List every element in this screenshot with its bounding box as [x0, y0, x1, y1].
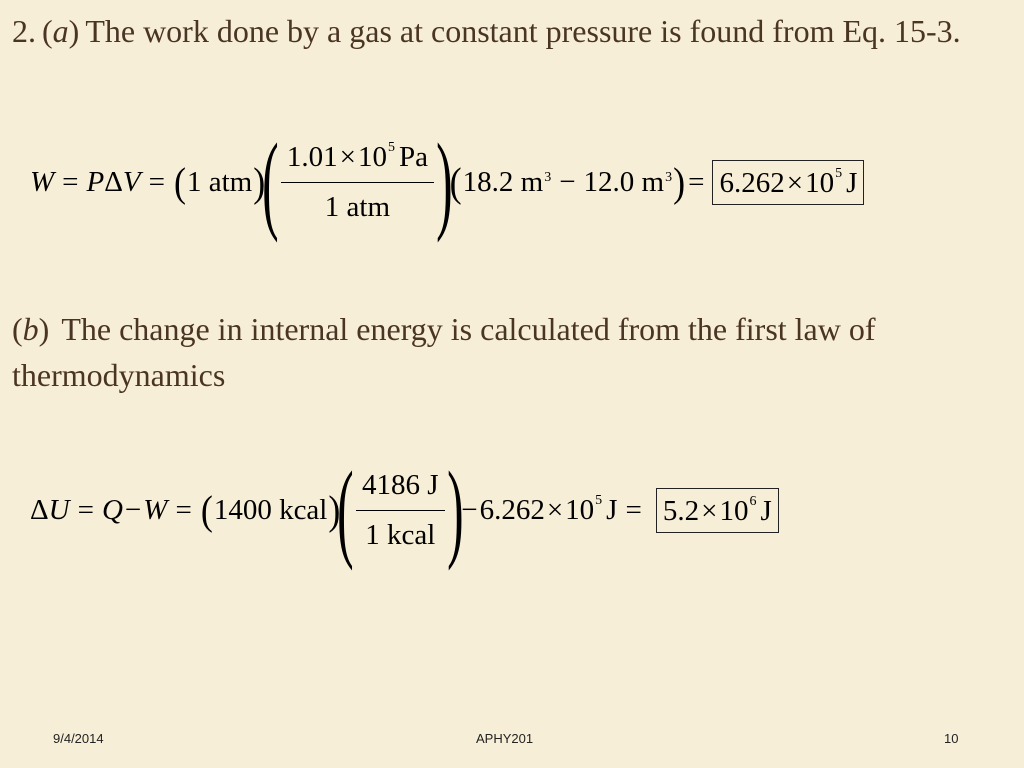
- footer-date: 9/4/2014: [53, 731, 104, 746]
- eq1-conversion-fraction: [281, 141, 434, 224]
- eq1-num-unit: Pa: [398, 140, 428, 173]
- eq1-volume-final-exp: 3: [544, 170, 552, 185]
- eq2-fraction-numerator: 4186 J: [356, 469, 445, 511]
- part-b-label-close: ): [38, 311, 50, 347]
- eq2-work-mantissa: 6.262: [479, 493, 545, 526]
- eq1-delta-symbol: Δ: [104, 165, 123, 198]
- eq1-equals-3: =: [688, 165, 705, 198]
- eq2-result-unit: J: [760, 494, 772, 527]
- part-b-label-open: (: [12, 311, 23, 347]
- part-b-statement: [12, 306, 1012, 398]
- eq2-result-box: [656, 488, 779, 533]
- eq1-volume-initial: 12.0 m: [583, 165, 665, 198]
- eq2-result-ten: 10: [719, 494, 749, 527]
- work-equation: [30, 121, 864, 243]
- eq2-equals-3: =: [625, 493, 642, 526]
- internal-energy-equation: [30, 449, 779, 571]
- eq1-result-times: ×: [786, 166, 804, 199]
- eq2-equals-2: =: [175, 493, 192, 526]
- eq2-result-times: ×: [701, 494, 718, 527]
- eq2-work-ten: 10: [565, 493, 595, 526]
- eq2-paren-close: ): [328, 487, 341, 533]
- footer-page-number: 10: [944, 731, 959, 746]
- part-b-text: The change in internal energy is calculated from the first law of thermodynamics: [12, 311, 876, 393]
- eq2-bigparen-open: (: [337, 449, 354, 571]
- eq2-minus-2: −: [461, 493, 478, 526]
- eq1-bigparen-close: ): [436, 121, 453, 243]
- eq1-num-ten: 10: [357, 140, 387, 173]
- eq2-fraction-denominator: 1 kcal: [365, 518, 436, 551]
- eq1-result-mantissa: 6.262: [719, 166, 785, 199]
- eq2-bigparen-close: ): [446, 449, 464, 571]
- eq2-paren-open: (: [200, 487, 213, 533]
- eq1-num-mantissa: 1.01: [286, 140, 338, 173]
- eq1-paren-open-2: (: [449, 159, 462, 205]
- eq1-num-times: ×: [339, 140, 356, 173]
- eq2-work-unit: J: [606, 493, 618, 526]
- eq2-delta-symbol: Δ: [30, 493, 49, 526]
- eq2-work-exponent: 5: [595, 492, 603, 508]
- eq2-u-symbol: U: [48, 493, 70, 526]
- eq1-result-unit: J: [846, 166, 858, 199]
- eq1-volume-final: 18.2 m: [462, 165, 544, 198]
- eq2-heat: 1400 kcal: [213, 493, 328, 526]
- eq1-bigparen-open: (: [262, 121, 279, 243]
- eq1-fraction-numerator: [281, 141, 434, 183]
- eq1-result-ten: 10: [805, 166, 835, 199]
- eq1-p-symbol: P: [86, 165, 105, 198]
- eq1-result-box: [712, 160, 864, 205]
- eq2-w-symbol: W: [143, 493, 168, 526]
- part-a-label: a: [52, 13, 69, 49]
- eq1-volume-initial-exp: 3: [665, 170, 673, 185]
- eq2-result-exponent: 6: [749, 493, 757, 509]
- eq1-equals-1: =: [62, 165, 79, 198]
- part-a-statement: [12, 8, 1012, 54]
- eq1-paren-close-2: ): [673, 159, 686, 205]
- part-a-label-open: (: [42, 13, 53, 49]
- problem-number: 2.: [12, 13, 36, 49]
- eq1-paren-close-1: ): [253, 159, 266, 205]
- part-a-text: The work done by a gas at constant pressure is found from Eq. 15-3.: [85, 13, 961, 49]
- eq2-minus-1: −: [124, 493, 142, 526]
- part-b-label: b: [22, 311, 39, 347]
- eq1-w-symbol: W: [30, 165, 55, 198]
- eq2-result-mantissa: 5.2: [662, 494, 700, 527]
- part-a-label-close: ): [68, 13, 80, 49]
- eq2-equals-1: =: [77, 493, 94, 526]
- eq1-equals-2: =: [148, 165, 165, 198]
- eq2-work-times: ×: [546, 493, 564, 526]
- eq2-conversion-fraction: [356, 469, 445, 552]
- eq1-paren-open-1: (: [173, 159, 186, 205]
- eq1-minus: −: [559, 165, 576, 198]
- eq2-work-value: [480, 494, 618, 527]
- footer-course: APHY201: [476, 731, 534, 746]
- eq2-q-symbol: Q: [101, 493, 123, 526]
- eq1-num-exponent: 5: [387, 139, 395, 155]
- eq1-fraction-denominator: 1 atm: [324, 190, 391, 223]
- eq1-v-symbol: V: [122, 165, 141, 198]
- eq1-result-exponent: 5: [835, 165, 843, 181]
- eq1-pressure: 1 atm: [186, 165, 253, 198]
